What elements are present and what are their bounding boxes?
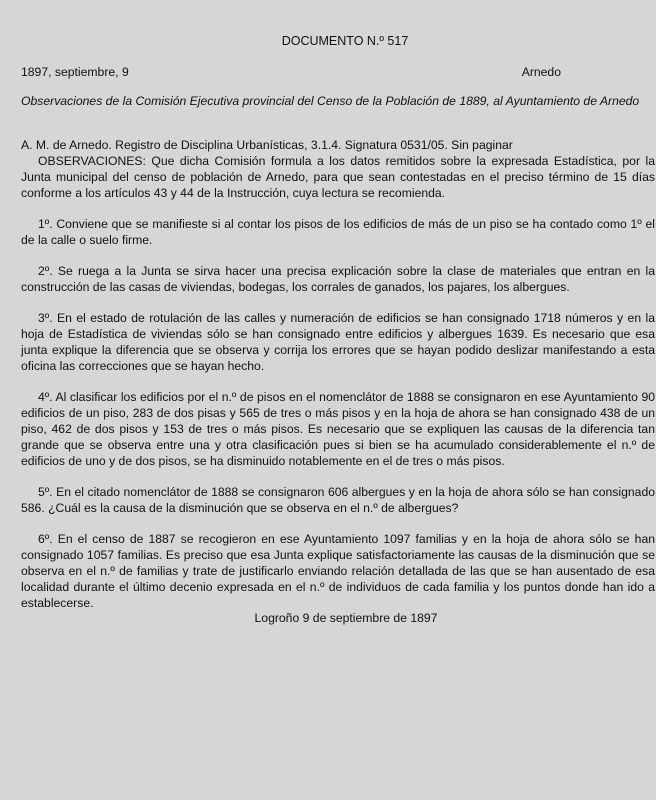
document-subject: Observaciones de la Comisión Ejecutiva provincial del Censo de la Población de 1889, al Ayuntamiento de Arnedo (21, 94, 640, 108)
observation-point-2: 2º. Se ruega a la Junta se sirva hacer una precisa explicación sobre la clase de materiales que entran en la construcción de las casas de viviendas, bodegas, los corrales de ganados, los pajares, los albergues. (21, 264, 655, 294)
observation-point-6: 6º. En el censo de 1887 se recogieron en ese Ayuntamiento 1097 familias y en la hoja de ahora sólo se han consignado 1057 familias. Es preciso que esa Junta explique satisfactoriamente las causas de la disminución que se observa en el n.º de familias y trate de justificarlo enviando relación detallada de las que se han ausentado de esa localidad durante el último decenio expresada en el n.º de individuos de cada familia y los puntos donde han ido a establecerse. (21, 532, 655, 610)
dateline (21, 64, 561, 80)
observation-point-1: 1º. Conviene que se manifieste si al contar los pisos de los edificios de más de un piso se ha contado como 1º el de la calle o suelo firme. (21, 217, 655, 247)
observations-intro: OBSERVACIONES: Que dicha Comisión formula a los datos remitidos sobre la expresada Estadística, por la Junta municipal del censo de población de Arnedo, para que sean contestadas en el preciso término de 15 días conforme a los artículos 43 y 44 de la Instrucción, cuya lectura se recomienda. (21, 154, 655, 200)
document-body (21, 137, 655, 611)
source-reference: A. M. de Arnedo. Registro de Disciplina Urbanísticas, 3.1.4. Signatura 0531/05. Sin paginar (21, 138, 513, 152)
document-title: DOCUMENTO N.º 517 (281, 34, 409, 48)
observation-point-5: 5º. En el citado nomenclátor de 1888 se consignaron 606 albergues y en la hoja de ahora sólo se han consignado 586. ¿Cuál es la causa de la disminución que se observa en el n.º de albergues? (21, 485, 655, 515)
observation-point-4: 4º. Al clasificar los edificios por el n.º de pisos en el nomenclátor de 1888 se consignaron en ese Ayuntamiento 90 edificios de un piso, 283 de dos pisas y 565 de tres o más pisos y en la hoja de ahora se han consignado 438 de un piso, 462 de dos pisos y 153 de tres o más pisos. Es necesario que se expliquen las causas de la diferencia tan grande que se observa entre una y otra clasificación pues si bien se ha acumulado considerablemente el n.º de edificios de uno y de dos pisos, se ha disminuido notablemente en el de tres o más pisos. (21, 390, 655, 468)
observation-point-3: 3º. En el estado de rotulación de las calles y numeración de edificios se han consignado 1718 números y en la hoja de Estadística de viviendas sólo se han consignado entre edificios y albergues 1639. Es necesario que esa junta explique la diferencia que se observa y corrija los errores que se hayan podido deslizar manifestando a esta oficina las correcciones que se hayan hecho. (21, 311, 655, 373)
closing-date-line: Logroño 9 de septiembre de 1897 (254, 611, 438, 625)
document-date: 1897, septiembre, 9 (21, 65, 129, 79)
document-place: Arnedo (521, 65, 561, 79)
